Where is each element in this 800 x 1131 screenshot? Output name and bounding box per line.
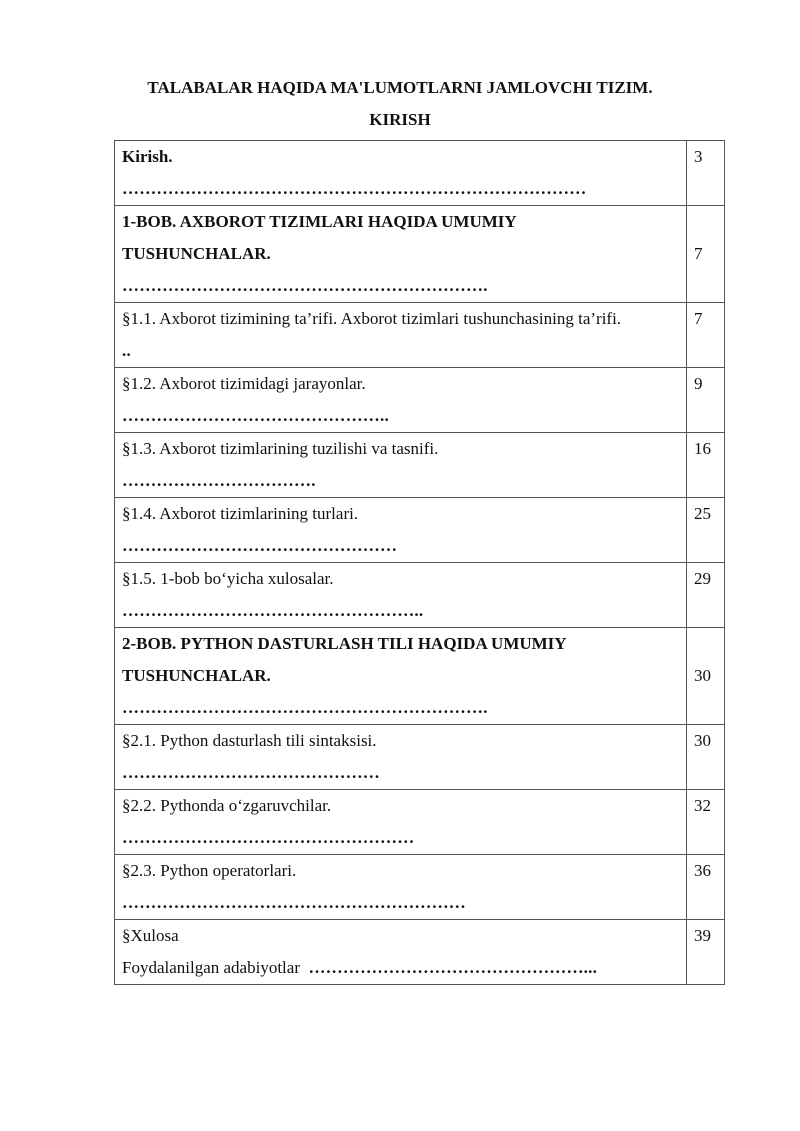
- toc-entry: [115, 206, 687, 303]
- toc-row: [115, 628, 725, 725]
- toc-entry: [115, 433, 687, 498]
- toc-row: [115, 498, 725, 563]
- toc-label: 2-BOB. PYTHON DASTURLASH TILI HAQIDA UMUMIY: [122, 634, 567, 653]
- toc-leader-dots: ……………………………………………..: [122, 601, 424, 620]
- toc-label: §1.2. Axborot tizimidagi jarayonlar.: [122, 374, 366, 393]
- toc-label: §Xulosa: [122, 926, 179, 945]
- toc-label-continued-line: [122, 952, 680, 984]
- toc-row: [115, 563, 725, 628]
- toc-entry: [115, 303, 687, 368]
- toc-entry: [115, 563, 687, 628]
- document-title: TALABALAR HAQIDA MA'LUMOTLARNI JAMLOVCHI TIZIM.: [147, 78, 653, 97]
- toc-entry: [115, 725, 687, 790]
- toc-row: [115, 790, 725, 855]
- toc-row: [115, 725, 725, 790]
- toc-label: §2.1. Python dasturlash tili sintaksisi.: [122, 731, 377, 750]
- toc-page-number: 36: [687, 855, 725, 920]
- toc-page-number: 32: [687, 790, 725, 855]
- toc-entry: [115, 855, 687, 920]
- toc-leader-dots: …………………………………………...: [308, 958, 598, 977]
- toc-page-number: 30: [687, 628, 725, 725]
- toc-row: [115, 368, 725, 433]
- toc-entry: [115, 628, 687, 725]
- toc-page-number: 25: [687, 498, 725, 563]
- toc-leader-dots: ………………………………………: [122, 763, 380, 782]
- toc-row: [115, 433, 725, 498]
- toc-entry: [115, 141, 687, 206]
- toc-leader-dots: ………………………………………………………………………: [122, 179, 587, 198]
- toc-label: §1.1. Axborot tizimining ta’rifi. Axborot tizimlari tushunchasining ta’rifi.: [122, 309, 622, 328]
- toc-label-continued: TUSHUNCHALAR.: [122, 244, 271, 263]
- toc-leader-dots: ……………………………………………………….: [122, 276, 488, 295]
- toc-page-number: 3: [687, 141, 725, 206]
- toc-label: §1.3. Axborot tizimlarining tuzilishi va tasnifi.: [122, 439, 439, 458]
- toc-leader-dots: ……………………………………………………….: [122, 698, 488, 717]
- table-of-contents: [114, 140, 725, 985]
- toc-label: §1.5. 1-bob bo‘yicha xulosalar.: [122, 569, 334, 588]
- toc-page-number: 29: [687, 563, 725, 628]
- toc-row: [115, 141, 725, 206]
- toc-row: [115, 303, 725, 368]
- toc-page-number: 39: [687, 920, 725, 985]
- toc-entry: [115, 920, 687, 985]
- toc-entry: [115, 498, 687, 563]
- toc-leader-dots: …………………………….: [122, 471, 316, 490]
- toc-label: §1.4. Axborot tizimlarining turlari.: [122, 504, 359, 523]
- toc-label-continued: TUSHUNCHALAR.: [122, 666, 271, 685]
- toc-page-number: 16: [687, 433, 725, 498]
- toc-page-number: 7: [687, 206, 725, 303]
- toc-leader-dots: ………………………………………..: [122, 406, 389, 425]
- toc-entry: [115, 368, 687, 433]
- toc-page-number: 30: [687, 725, 725, 790]
- toc-page-number: 9: [687, 368, 725, 433]
- toc-label: 1-BOB. AXBOROT TIZIMLARI HAQIDA UMUMIY: [122, 212, 517, 231]
- toc-row: [115, 855, 725, 920]
- toc-leader-dots: ..: [122, 341, 131, 360]
- toc-label-continued: Foydalanilgan adabiyotlar: [122, 958, 300, 977]
- toc-label: §2.3. Python operatorlari.: [122, 861, 297, 880]
- section-heading: KIRISH: [369, 110, 431, 129]
- toc-entry: [115, 790, 687, 855]
- toc-label: §2.2. Pythonda o‘zgaruvchilar.: [122, 796, 332, 815]
- toc-row: [115, 206, 725, 303]
- toc-page-number: 7: [687, 303, 725, 368]
- toc-row: [115, 920, 725, 985]
- toc-label: Kirish.: [122, 147, 173, 166]
- toc-leader-dots: ……………………………………………………: [122, 893, 466, 912]
- toc-leader-dots: …………………………………………: [122, 536, 398, 555]
- toc-leader-dots: ……………………………………………: [122, 828, 415, 847]
